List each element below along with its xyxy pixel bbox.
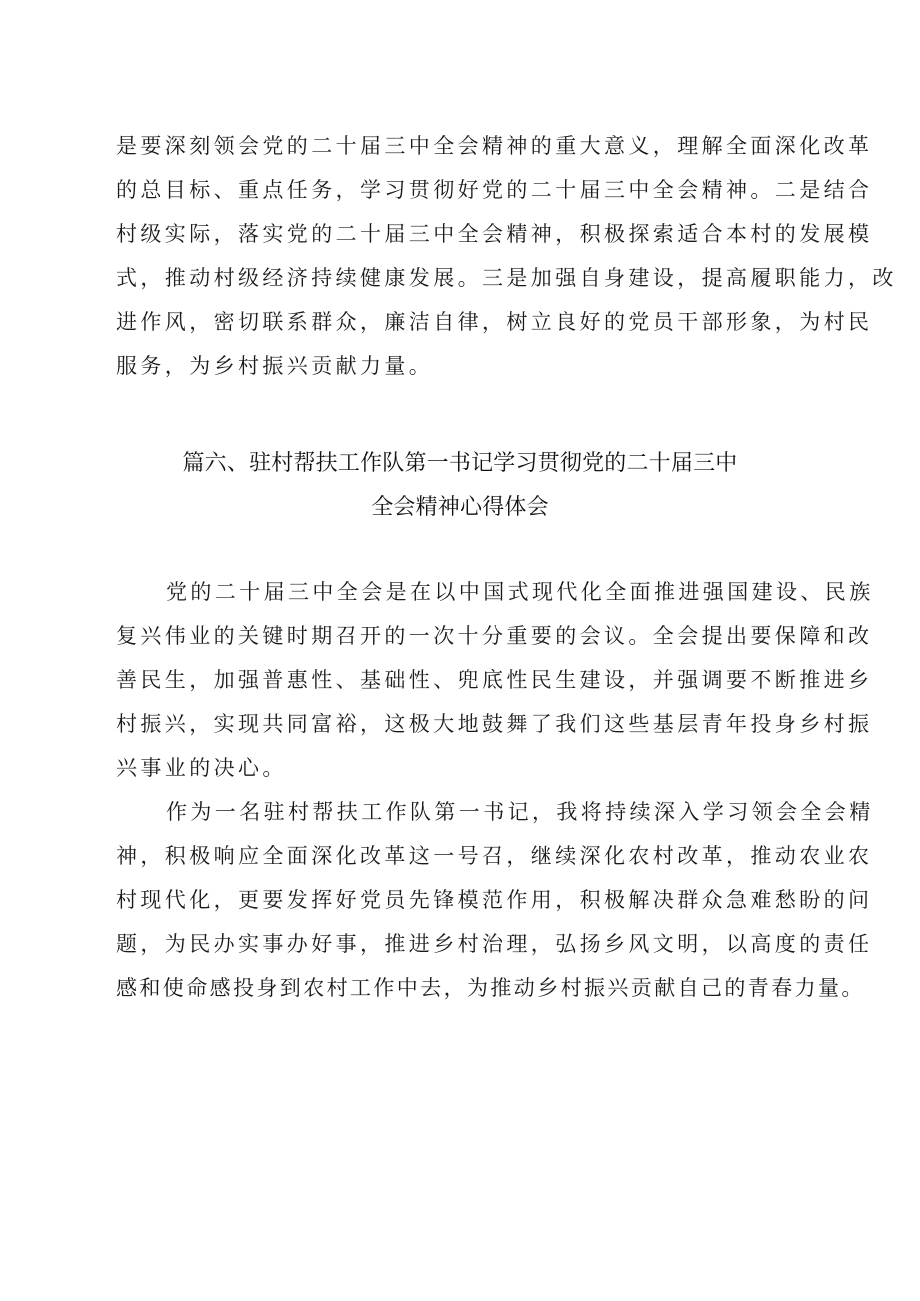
paragraph-line: 式，推动村级经济持续健康发展。三是加强自身建设，提高履职能力，改	[116, 266, 897, 290]
paragraph-line: 兴事业的决心。	[116, 756, 287, 780]
paragraph-line: 是要深刻领会党的二十届三中全会精神的重大意义，理解全面深化改革	[116, 134, 873, 158]
section-title-line-1: 篇六、驻村帮扶工作队第一书记学习贯彻党的二十届三中	[182, 451, 738, 476]
paragraph-line: 村振兴，实现共同富裕，这极大地鼓舞了我们这些基层青年投身乡村振	[116, 712, 873, 736]
paragraph-line: 村现代化，更要发挥好党员先锋模范作用，积极解决群众急难愁盼的问	[116, 888, 873, 912]
paragraph-line: 作为一名驻村帮扶工作队第一书记，我将持续深入学习领会全会精	[166, 800, 874, 824]
paragraph-line: 进作风，密切联系群众，廉洁自律，树立良好的党员干部形象，为村民	[116, 310, 873, 334]
paragraph-line: 复兴伟业的关键时期召开的一次十分重要的会议。全会提出要保障和改	[116, 624, 873, 648]
paragraph-line: 神，积极响应全面深化改革这一号召，继续深化农村改革，推动农业农	[116, 844, 873, 868]
paragraph-line: 善民生，加强普惠性、基础性、兜底性民生建设，并强调要不断推进乡	[116, 668, 873, 692]
paragraph-line: 党的二十届三中全会是在以中国式现代化全面推进强国建设、民族	[166, 580, 874, 604]
paragraph-line: 村级实际，落实党的二十届三中全会精神，积极探索适合本村的发展模	[116, 222, 873, 246]
paragraph-line: 感和使命感投身到农村工作中去，为推动乡村振兴贡献自己的青春力量。	[116, 976, 865, 1000]
paragraph-line: 服务，为乡村振兴贡献力量。	[116, 354, 434, 378]
section-title-line-2: 全会精神心得体会	[371, 495, 549, 520]
paragraph-line: 的总目标、重点任务，学习贯彻好党的二十届三中全会精神。二是结合	[116, 178, 873, 202]
paragraph-line: 题，为民办实事办好事，推进乡村治理，弘扬乡风文明，以高度的责任	[116, 932, 873, 956]
